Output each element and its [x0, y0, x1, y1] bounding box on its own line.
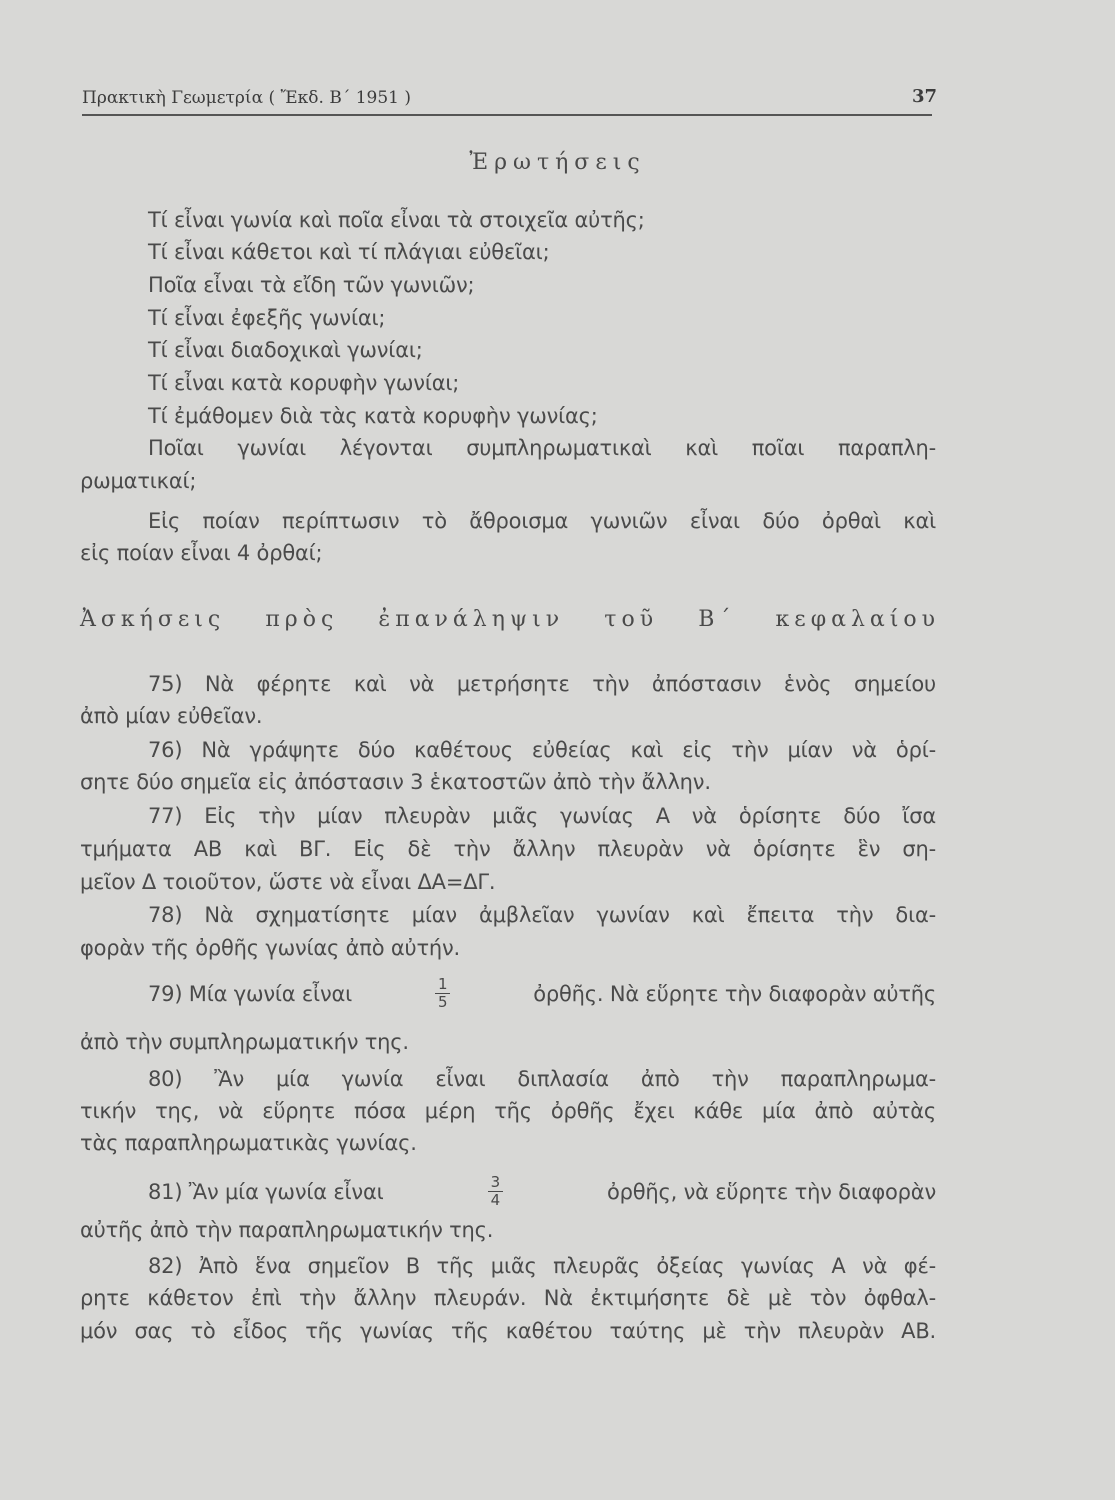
exercise-line: 76) Νὰ γράψητε δύο καθέτους εὐθείας καὶ εἰς τὴν μίαν νὰ ὁρί- [148, 738, 936, 762]
question-line: ρωματικαί; [80, 469, 197, 493]
header-rule [82, 114, 932, 116]
question-line: Εἰς ποίαν περίπτωσιν τὸ ἄθροισμα γωνιῶν εἶναι δύο ὀρθαὶ καὶ [148, 509, 936, 533]
exercise-line: ἀπὸ μίαν εὐθεῖαν. [80, 704, 263, 728]
exercise-line: 82) Ἀπὸ ἕνα σημεῖον Β τῆς μιᾶς πλευρᾶς ὀξείας γωνίας Α νὰ φέ- [148, 1254, 936, 1278]
question-line: Ποῖα εἶναι τὰ εἴδη τῶν γωνιῶν; [148, 273, 475, 297]
exercise-line: τικήν της, νὰ εὕρητε πόσα μέρη τῆς ὀρθῆς ἔχει κάθε μία ἀπὸ αὐτὰς [80, 1099, 936, 1123]
question-line: Τί εἶναι γωνία καὶ ποῖα εἶναι τὰ στοιχεῖα αὐτῆς; [148, 208, 645, 232]
denominator: 5 [437, 993, 448, 1011]
question-line: Ποῖαι γωνίαι λέγονται συμπληρωματικαὶ καὶ ποῖαι παραπλη- [148, 436, 936, 460]
exercise-text: ὀρθῆς, νὰ εὕρητε τὴν διαφορὰν [606, 1179, 936, 1204]
exercises-heading: Ἀσκήσεις πρὸς ἐπανάληψιν τοῦ Β΄ κεφαλαίου [80, 607, 940, 632]
exercise-text: 79) Μία γωνία εἶναι [148, 981, 353, 1006]
running-header: Πρακτικὴ Γεωμετρία ( Ἔκδ. Β΄ 1951 ) [82, 88, 412, 108]
question-line: Τί ἐμάθομεν διὰ τὰς κατὰ κορυφὴν γωνίας; [148, 404, 598, 428]
exercise-line: ρητε κάθετον ἐπὶ τὴν ἄλλην πλευράν. Νὰ ἐκτιμήσητε δὲ μὲ τὸν ὀφθαλ- [80, 1286, 936, 1310]
exercise-line: φορὰν τῆς ὀρθῆς γωνίας ἀπὸ αὐτήν. [80, 936, 461, 960]
exercise-line: μεῖον Δ τοιοῦτον, ὥστε νὰ εἶναι ΔΑ=ΔΓ. [80, 870, 496, 894]
denominator: 4 [490, 1191, 500, 1209]
exercise-line: τὰς παραπληρωματικὰς γωνίας. [80, 1131, 417, 1155]
fraction [488, 1174, 503, 1209]
numerator: 3 [488, 1174, 503, 1192]
exercise-line: τμήματα ΑΒ καὶ ΒΓ. Εἰς δὲ τὴν ἄλλην πλευρὰν νὰ ὁρίσητε ἓν ση- [80, 837, 936, 861]
question-line: Τί εἶναι διαδοχικαὶ γωνίαι; [148, 338, 423, 362]
exercise-line: σητε δύο σημεῖα εἰς ἀπόστασιν 3 ἑκατοστῶν ἀπὸ τὴν ἄλλην. [80, 770, 711, 794]
exercise-text: ὀρθῆς. Νὰ εὕρητε τὴν διαφορὰν αὐτῆς [533, 981, 936, 1006]
exercise-81 [148, 1174, 936, 1209]
numerator: 1 [435, 976, 450, 994]
exercise-line: ἀπὸ τὴν συμπληρωματικήν της. [80, 1030, 409, 1054]
exercise-text: 81) Ἂν μία γωνία εἶναι [148, 1179, 384, 1204]
question-line: Τί εἶναι κατὰ κορυφὴν γωνίαι; [148, 371, 460, 395]
exercise-79 [148, 976, 936, 1011]
exercise-line: 77) Εἰς τὴν μίαν πλευρὰν μιᾶς γωνίας Α νὰ ὁρίσητε δύο ἴσα [148, 804, 936, 828]
question-line: Τί εἶναι κάθετοι καὶ τί πλάγιαι εὐθεῖαι; [148, 240, 550, 264]
exercise-line: 80) Ἂν μία γωνία εἶναι διπλασία ἀπὸ τὴν παραπληρωμα- [148, 1067, 936, 1091]
fraction [435, 976, 450, 1011]
question-line: Τί εἶναι ἐφεξῆς γωνίαι; [148, 306, 386, 330]
exercise-line: αὐτῆς ἀπὸ τὴν παραπληρωματικήν της. [80, 1218, 494, 1242]
page-number: 37 [912, 86, 938, 107]
question-line: εἰς ποίαν εἶναι 4 ὀρθαί; [80, 541, 323, 565]
exercise-line: μόν σας τὸ εἶδος τῆς γωνίας τῆς καθέτου ταύτης μὲ τὴν πλευρὰν ΑΒ. [80, 1319, 936, 1343]
questions-heading: Ἐρωτήσεις [469, 150, 646, 175]
exercise-line: 78) Νὰ σχηματίσητε μίαν ἀμβλεῖαν γωνίαν καὶ ἔπειτα τὴν δια- [148, 903, 936, 927]
exercise-line: 75) Νὰ φέρητε καὶ νὰ μετρήσητε τὴν ἀπόστασιν ἑνὸς σημείου [148, 672, 936, 696]
